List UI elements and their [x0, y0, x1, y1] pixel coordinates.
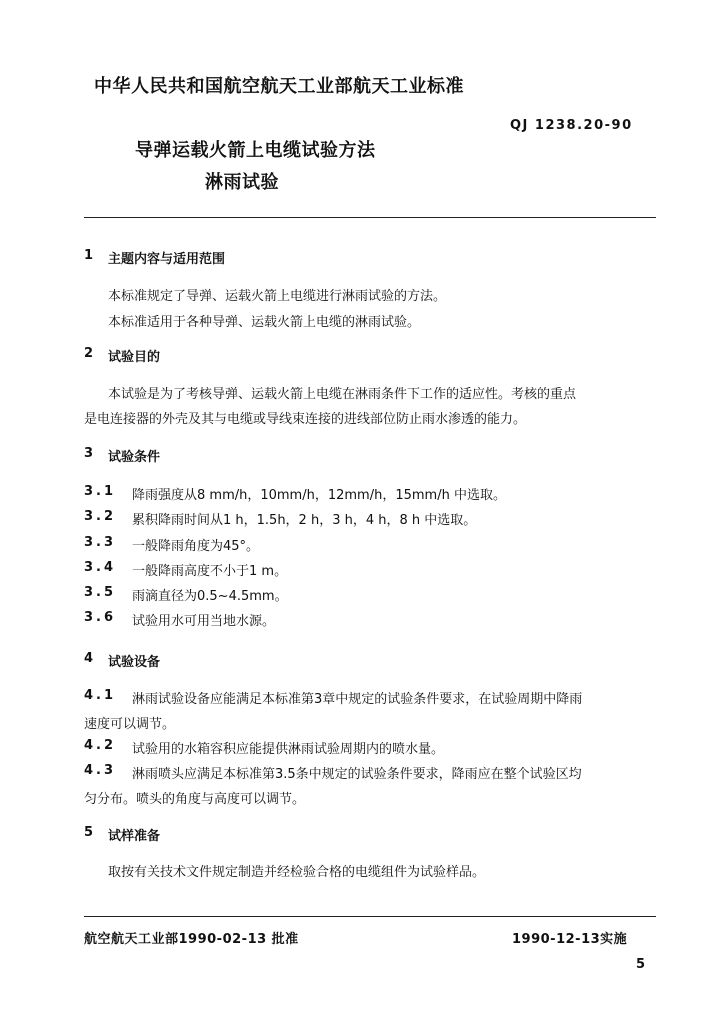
header-divider: [84, 217, 656, 218]
section-2-paragraph-line-1: 本试验是为了考核导弹、运载火箭上电缆在淋雨条件下工作的适应性。考核的重点: [108, 387, 577, 402]
section-3-number: 3: [84, 446, 94, 461]
clause-text-continued: 速度可以调节。: [84, 717, 176, 732]
clause-number: 3.4: [84, 560, 117, 575]
document-title: 导弹运载火箭上电缆试验方法: [135, 140, 376, 161]
standard-code: QJ 1238.20-90: [510, 118, 633, 133]
section-1-paragraph-1: 本标准规定了导弹、运载火箭上电缆进行淋雨试验的方法。: [108, 289, 447, 304]
clause-text: 试验用水可用当地水源。: [132, 614, 276, 629]
page-number: 5: [636, 957, 646, 972]
section-5-title: 试样准备: [108, 829, 161, 844]
section-1-title: 主题内容与适用范围: [108, 252, 226, 267]
clause-number: 3.2: [84, 509, 117, 524]
clause-number: 3.6: [84, 610, 117, 625]
clause-number: 4.3: [84, 763, 117, 778]
clause-text: 淋雨试验设备应能满足本标准第3章中规定的试验条件要求，在试验周期中降雨: [132, 692, 583, 707]
clause-number: 3.3: [84, 535, 117, 550]
clause-number: 3.1: [84, 484, 117, 499]
clause-text: 累积降雨时间从1 h，1.5h，2 h，3 h，4 h，8 h 中选取。: [132, 513, 477, 528]
clause-text-continued: 匀分布。喷头的角度与高度可以调节。: [84, 792, 306, 807]
section-2-title: 试验目的: [108, 350, 161, 365]
clause-text: 降雨强度从8 mm/h，10mm/h，12mm/h，15mm/h 中选取。: [132, 488, 506, 503]
section-2-number: 2: [84, 346, 94, 361]
clause-number: 3.5: [84, 585, 117, 600]
approval-date: 航空航天工业部1990-02-13 批准: [84, 932, 299, 947]
section-1-number: 1: [84, 248, 94, 263]
section-5-number: 5: [84, 825, 94, 840]
section-5-paragraph: 取按有关技术文件规定制造并经检验合格的电缆组件为试验样品。: [108, 865, 486, 880]
clause-text: 一般降雨高度不小于1 m。: [132, 564, 288, 579]
section-4-number: 4: [84, 651, 94, 666]
section-1-paragraph-2: 本标准适用于各种导弹、运载火箭上电缆的淋雨试验。: [108, 315, 421, 330]
clause-text: 淋雨喷头应满足本标准第3.5条中规定的试验条件要求，降雨应在整个试验区均: [132, 767, 582, 782]
clause-number: 4.2: [84, 738, 117, 753]
effective-date: 1990-12-13实施: [512, 932, 628, 947]
clause-text: 一般降雨角度为45°。: [132, 539, 260, 554]
section-3-title: 试验条件: [108, 450, 161, 465]
clause-number: 4.1: [84, 688, 117, 703]
section-4-title: 试验设备: [108, 655, 161, 670]
clause-text: 雨滴直径为0.5~4.5mm。: [132, 589, 288, 604]
section-2-paragraph-line-2: 是电连接器的外壳及其与电缆或导线束连接的进线部位防止雨水渗透的能力。: [84, 412, 527, 427]
footer-divider: [84, 916, 656, 917]
clause-text: 试验用的水箱容积应能提供淋雨试验周期内的喷水量。: [132, 742, 445, 757]
document-subtitle: 淋雨试验: [205, 172, 279, 193]
issuing-organization: 中华人民共和国航空航天工业部航天工业标准: [94, 76, 464, 97]
